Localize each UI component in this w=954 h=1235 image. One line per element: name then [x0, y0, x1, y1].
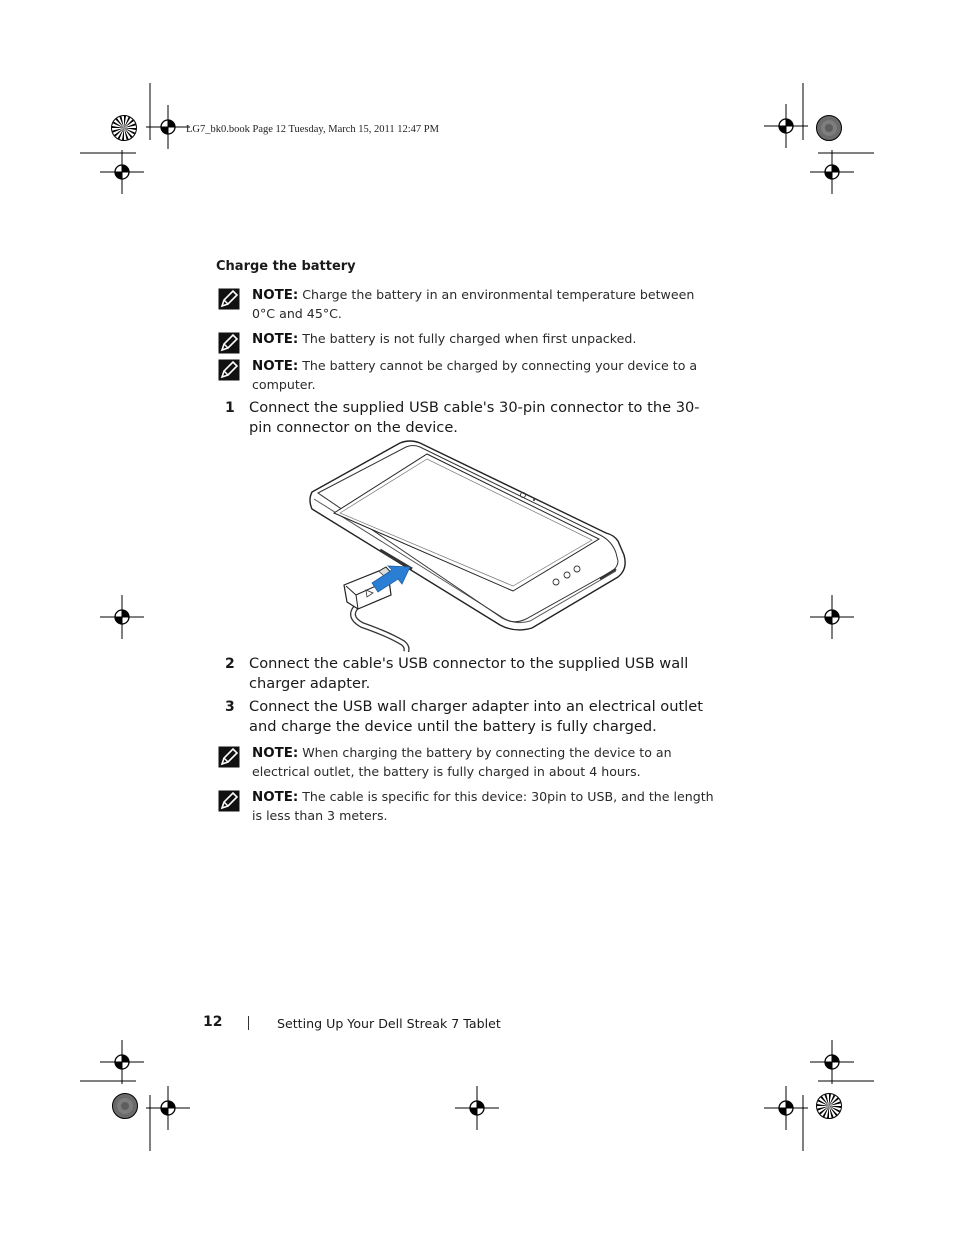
note-text: Charge the battery in an environmental temperature between 0°C and 45°C.: [252, 287, 695, 321]
page-number: 12: [203, 1014, 223, 1030]
note-text: The cable is specific for this device: 30pin to USB, and the length is less than 3 meters.: [252, 789, 714, 823]
note-pencil-icon: [218, 359, 240, 381]
note-label: NOTE:: [252, 332, 299, 347]
note-pencil-icon: [218, 332, 240, 354]
footer-separator: [248, 1016, 249, 1030]
note-label: NOTE:: [252, 359, 299, 374]
note-text: When charging the battery by connecting the device to an electrical outlet, the battery is fully charged in about 4 hours.: [252, 745, 672, 779]
step-text: Connect the USB wall charger adapter into an electrical outlet and charge the device until the battery is fully charged.: [249, 698, 703, 735]
note-text: The battery cannot be charged by connecting your device to a computer.: [252, 358, 698, 392]
step-text: Connect the cable's USB connector to the supplied USB wall charger adapter.: [249, 655, 689, 692]
footer-title: Setting Up Your Dell Streak 7 Tablet: [277, 1016, 501, 1031]
note-label: NOTE:: [252, 790, 299, 805]
note-pencil-icon: [218, 790, 240, 812]
step-number: 2: [225, 656, 235, 672]
print-header: LG7_bk0.book Page 12 Tuesday, March 15, 2011 12:47 PM: [186, 124, 439, 135]
note-text: The battery is not fully charged when first unpacked.: [302, 331, 637, 346]
step-number: 3: [225, 699, 235, 715]
note-label: NOTE:: [252, 746, 299, 761]
note-label: NOTE:: [252, 288, 299, 303]
note-pencil-icon: [218, 746, 240, 768]
note-pencil-icon: [218, 288, 240, 310]
section-title: Charge the battery: [216, 259, 356, 274]
step-text: Connect the supplied USB cable's 30-pin connector to the 30-pin connector on the device.: [249, 399, 700, 436]
tablet-illustration: [300, 437, 630, 652]
step-number: 1: [225, 400, 235, 416]
